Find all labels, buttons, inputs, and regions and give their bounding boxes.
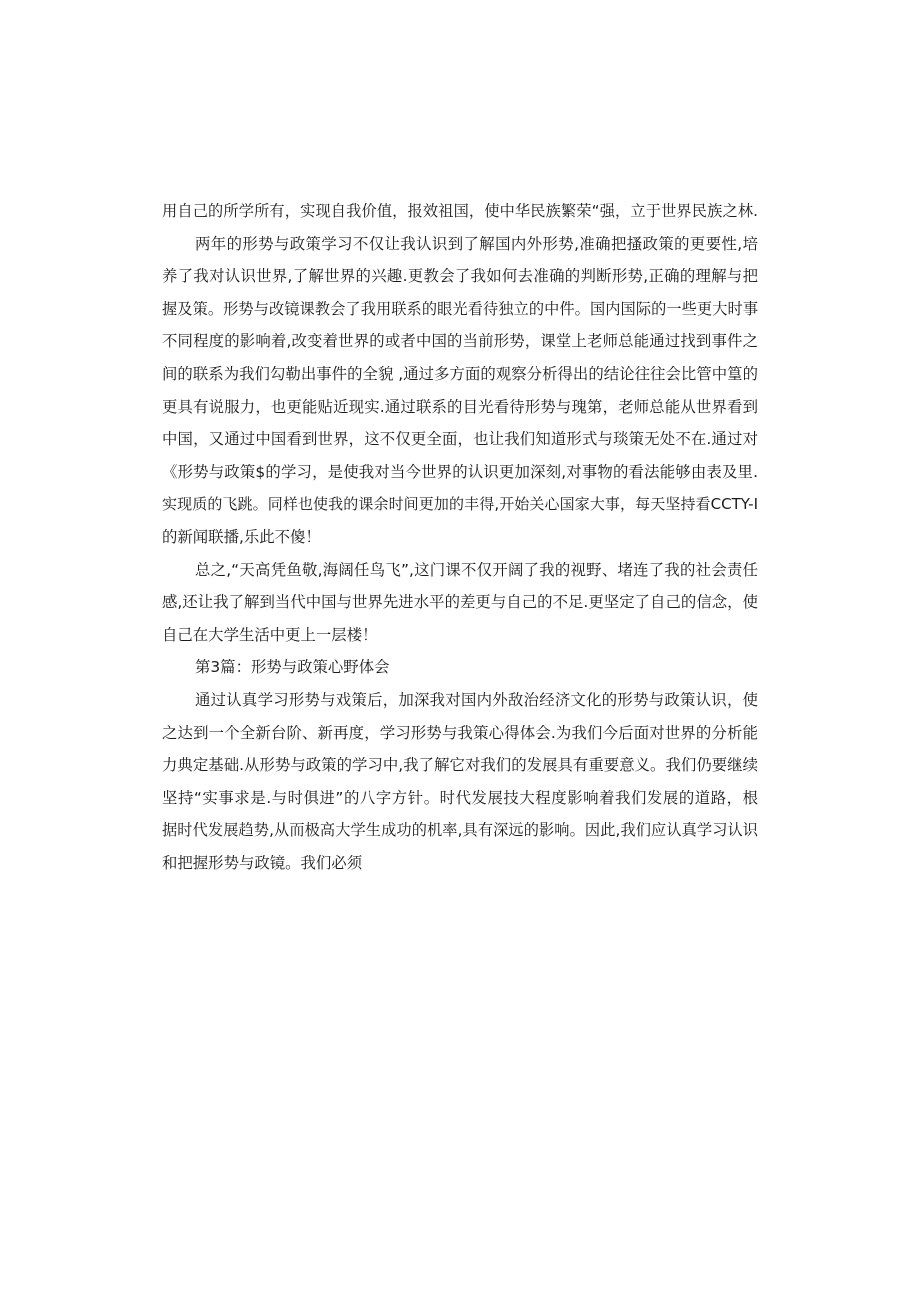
text-line: 感,还让我了解到当代中国与世界先进水平的差更与自己的不足.更坚定了自己的信念，使 [162,593,758,612]
text-line: 更具有说服力，也更能贴近现实.通过联系的目光看待形势与瑰第，老师总能从世界看到 [162,397,758,416]
paragraph-start-line: 两年的形势与政策学习不仅让我认识到了解国内外形势,准确把搔政策的更要性,培 [195,234,758,253]
paragraph-end-line: 自己在大学生活中更上一层楼！ [162,625,378,644]
paragraph-end-line: 和把握形势与政镜。我们必须 [162,853,363,872]
text-line: 用自己的所学所有，实现自我价值，报效祖国，使中华民族繁荣“强，立于世界民族之林. [162,202,758,220]
text-line: 不同程度的影响着,改变着世界的或者中国的当前形势，课堂上老师总能通过找到事件之 [162,332,758,351]
text-line: 据时代发展趋势,从而极高大学生成功的机率,具有深远的影响。因此,我们应认真学习认识 [162,821,758,840]
text-line: 握及策。形势与改镜课教会了我用联系的眼光看待独立的中件。国内国际的一些更大时事 [162,299,758,318]
body-text [162,195,758,879]
paragraph-start-line: 通过认真学习形势与戏策后，加深我对国内外敌治经济文化的形势与政策认识，使 [195,690,758,709]
section-heading: 第3篇：形势与政策心野体会 [195,658,390,677]
paragraph-start-line: 总之,“天高凭鱼敬,海阔任鸟飞”,这门课不仅开阔了我的视野、堵连了我的社会责任 [195,560,758,579]
text-line: 间的联系为我们勾勒出事件的全貌 ,通过多方面的观察分析得出的结论往往会比管中篁的 [162,364,758,383]
text-line: 实现质的飞跳。同样也使我的课余时间更加的丰得,开始关心国家大事，每天坚持看CCTY-I [162,495,758,514]
text-line: 《形势与政策$的学习，是使我对当今世界的认识更加深刻,对事物的看法能够由表及里. [162,462,758,481]
text-line: 之达到一个全新台阶、新再度，学习形势与我策心得体会.为我们今后面对世界的分析能 [162,723,758,742]
text-line: 中国，又通过中国看到世界，这不仅更全面，也让我们知道形式与琰策无处不在.通过对 [162,430,758,449]
text-line: 养了我对认识世界,了解世界的兴趣.更教会了我如何去准确的判断形势,正确的理解与把 [162,267,758,286]
paragraph-end-line: 的新闻联播,乐此不傻！ [162,527,321,546]
text-line: 力典定基础.从形势与政策的学习中,我了解它对我们的发展具有重要意义。我们仍要继续 [162,756,758,775]
text-line: 坚持“实事求是.与时俱进”的八字方针。时代发展技大程度影响着我们发展的道路，根 [162,788,758,807]
